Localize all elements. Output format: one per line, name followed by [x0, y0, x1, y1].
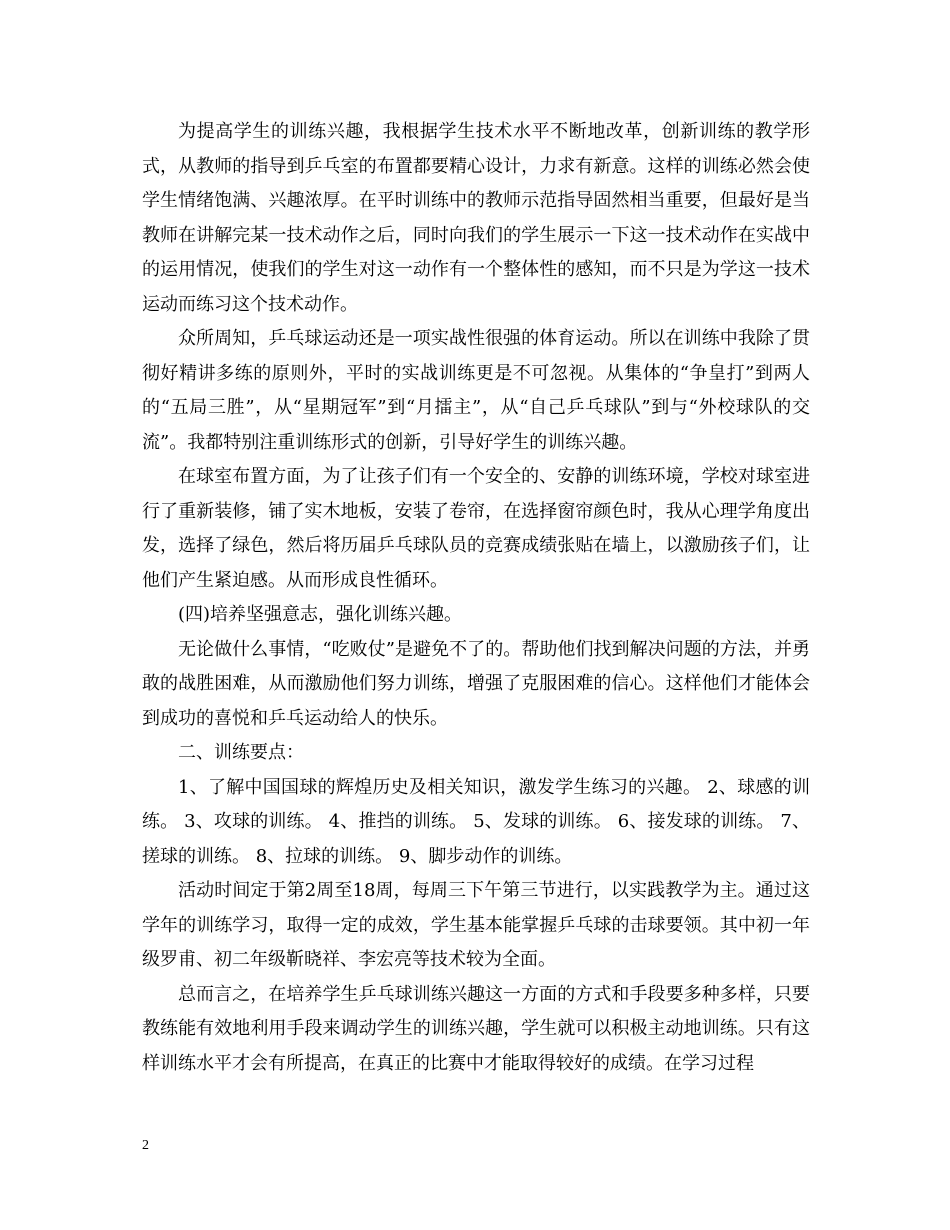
section-heading-training-points: 二、训练要点：	[178, 742, 304, 763]
paragraph-overcoming-difficulties: 无论做什么事情，“吃败仗”是避免不了的。帮助他们找到解决问题的方法，并勇敢的战胜困难，从而激励他们努力训练，增强了克服困难的信心。这样他们才能体会到成功的喜悦和乒乓运动给人的快乐。	[142, 638, 810, 729]
body-text	[142, 115, 810, 1081]
paragraph-training-points-list: 1、了解中国国球的辉煌历史及相关知识，激发学生练习的兴趣。 2、球感的训练。 3、攻球的训练。 4、推挡的训练。 5、发球的训练。 6、接发球的训练。 7、搓球的训练。 8、拉球的训练。 9、脚步动作的训练。	[142, 776, 810, 867]
page-number: 2	[142, 1138, 149, 1153]
paragraph-activity-schedule: 活动时间定于第2周至18周，每周三下午第三节进行，以实践教学为主。通过这学年的训练学习，取得一定的成效，学生基本能掌握乒乓球的击球要领。其中初一年级罗甫、初二年级靳晓祥、李宏亮等技术较为全面。	[142, 880, 810, 970]
paragraph-practical-training: 众所周知，乒乓球运动还是一项实战性很强的体育运动。所以在训练中我除了贯彻好精讲多练的原则外，平时的实战训练更是不可忽视。从集体的“争皇打”到两人的“五局三胜”，从“星期冠军”到“月擂主”，从“自己乒乓球队”到与“外校球队的交流”。我都特别注重训练形式的创新，引导好学生的训练兴趣。	[142, 328, 810, 453]
section-heading-willpower: (四)培养坚强意志，强化训练兴趣。	[178, 604, 463, 625]
paragraph-training-interest: 为提高学生的训练兴趣，我根据学生技术水平不断地改革，创新训练的教学形式，从教师的指导到乒乓室的布置都要精心设计，力求有新意。这样的训练必然会使学生情绪饱满、兴趣浓厚。在平时训练中的教师示范指导固然相当重要，但最好是当教师在讲解完某一技术动作之后，同时向我们的学生展示一下这一技术动作在实战中的运用情况，使我们的学生对这一动作有一个整体性的感知，而不只是为学这一技术运动而练习这个技术动作。	[142, 121, 810, 315]
paragraph-room-layout: 在球室布置方面，为了让孩子们有一个安全的、安静的训练环境，学校对球室进行了重新装修，铺了实木地板，安装了卷帘，在选择窗帘颜色时，我从心理学角度出发，选择了绿色，然后将历届乒乓球队员的竞赛成绩张贴在墙上，以激励孩子们，让他们产生紧迫感。从而形成良性循环。	[142, 466, 810, 591]
paragraph-conclusion: 总而言之，在培养学生乒乓球训练兴趣这一方面的方式和手段要多种多样，只要教练能有效地利用手段来调动学生的训练兴趣，学生就可以积极主动地训练。只有这样训练水平才会有所提高，在真正的比赛中才能取得较好的成绩。在学习过程	[142, 983, 810, 1074]
